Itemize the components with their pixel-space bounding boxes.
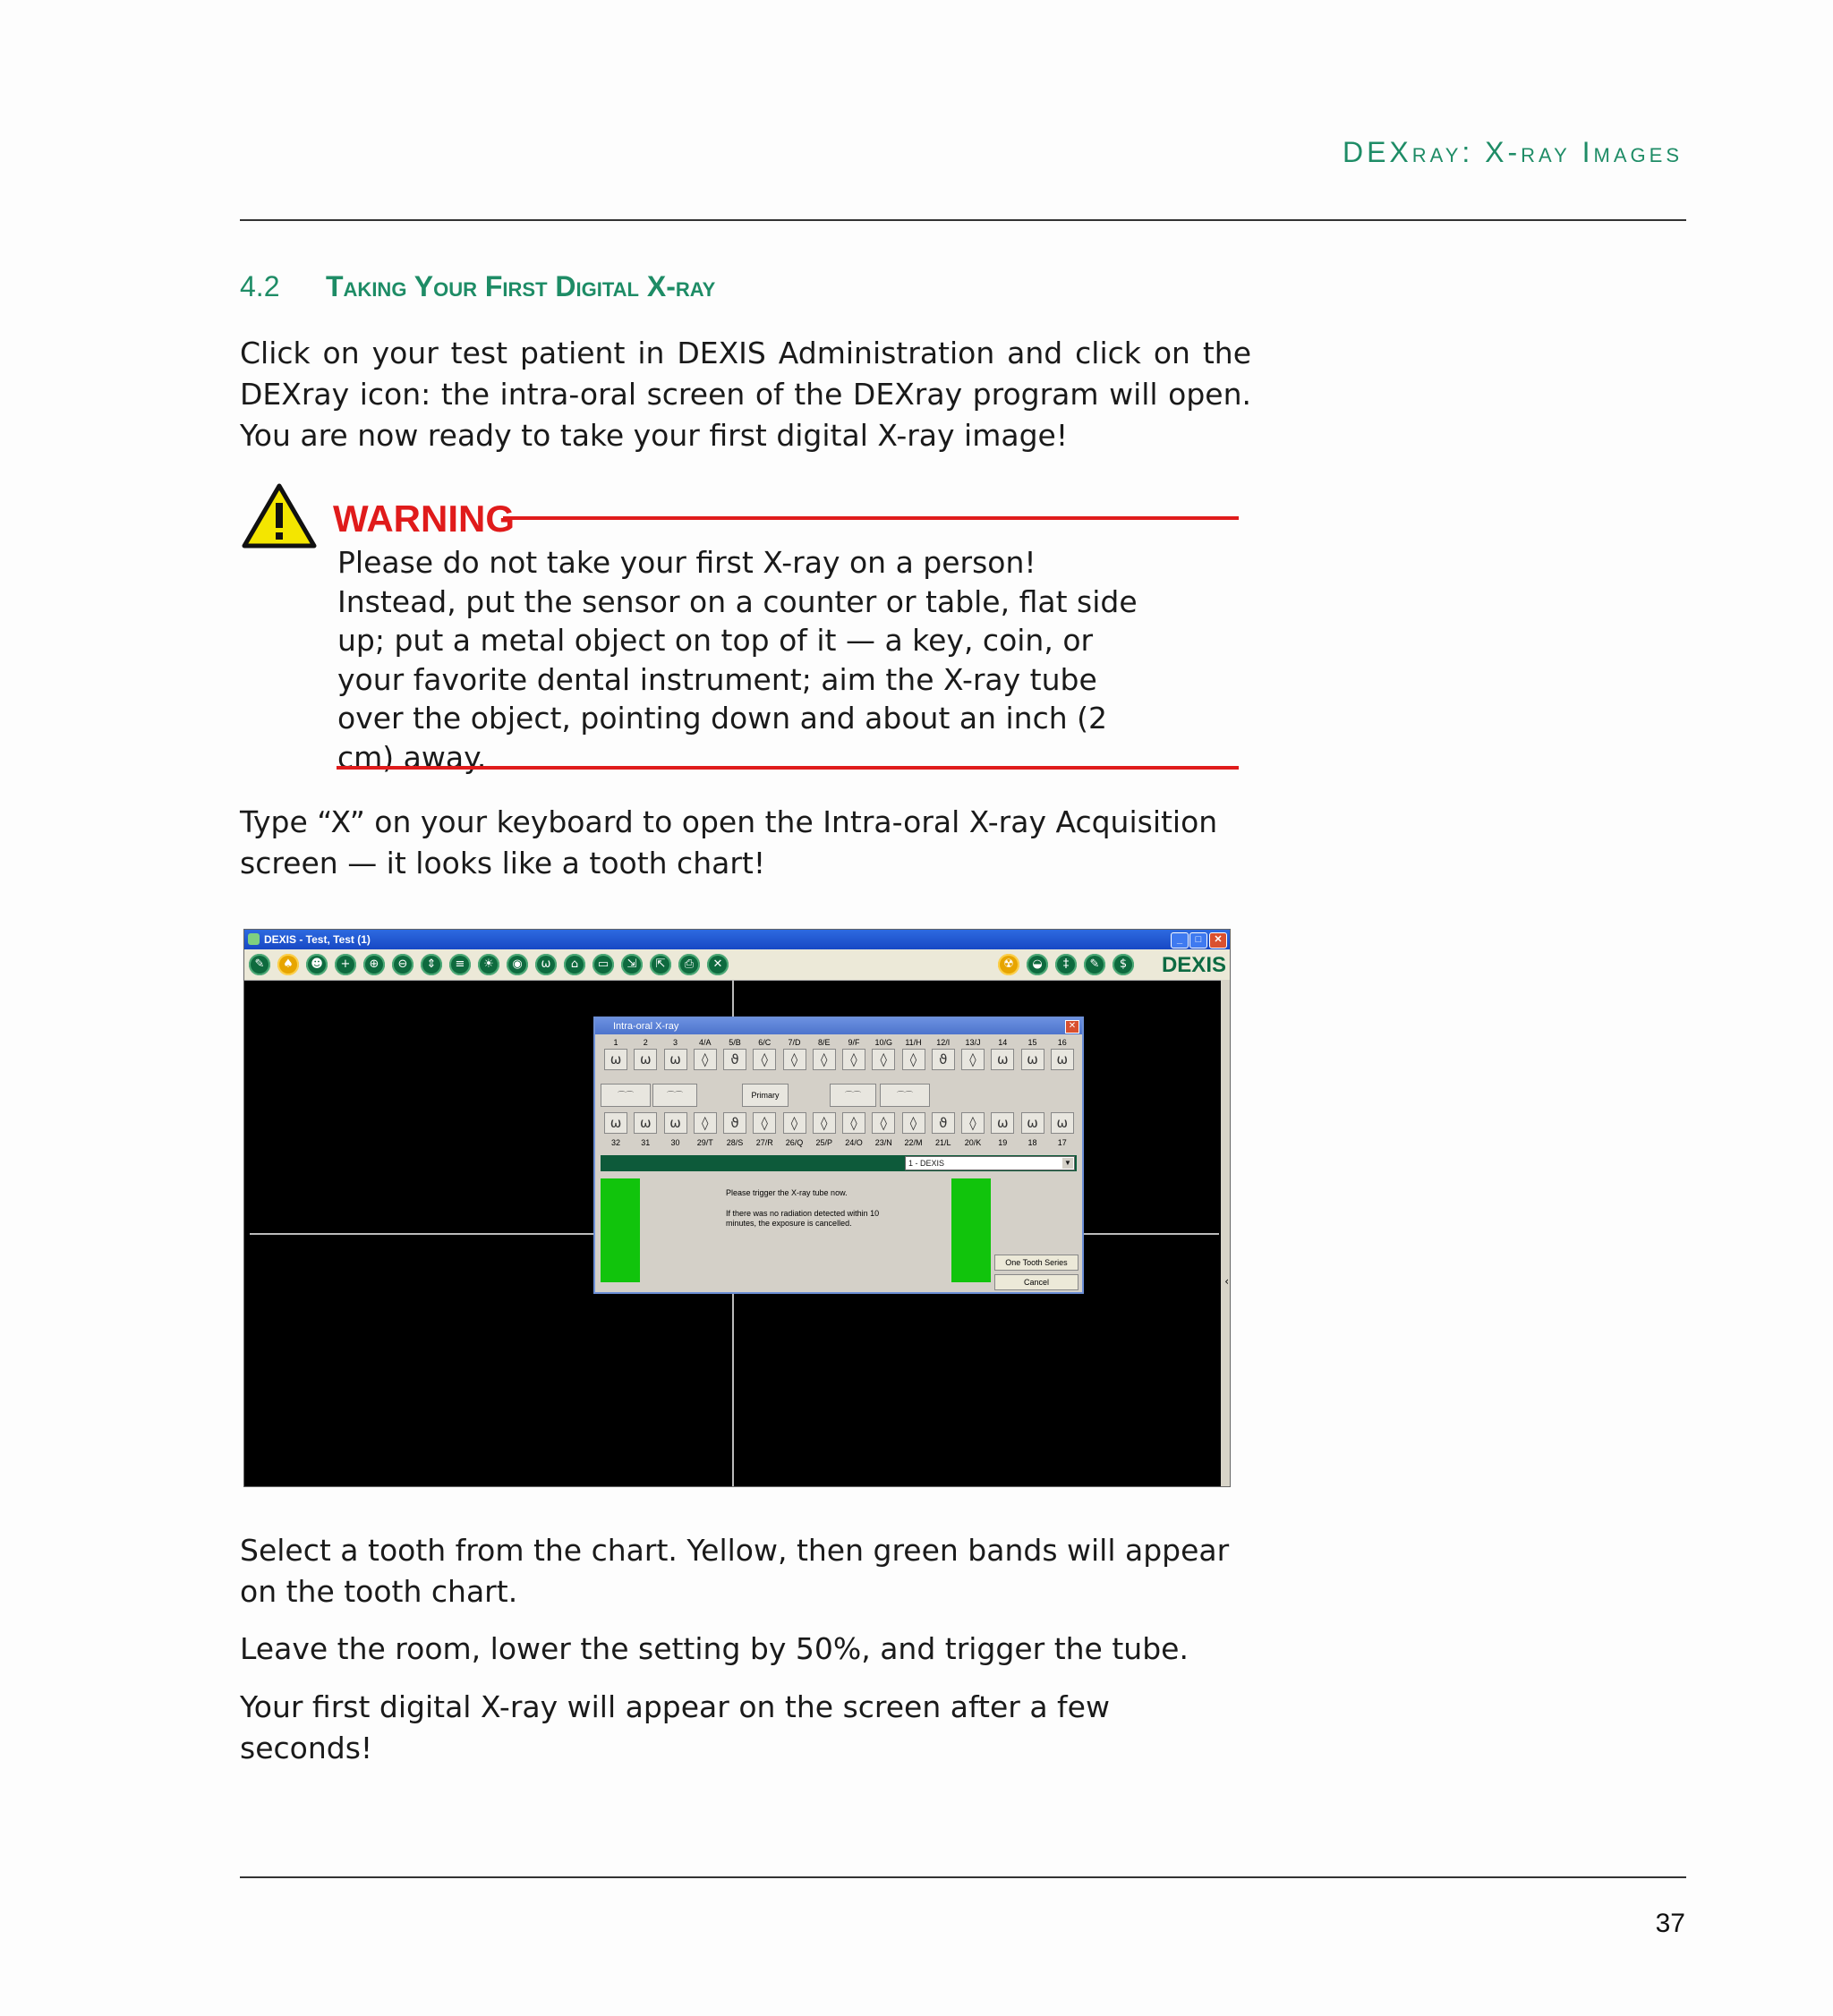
upper-number-5: 6/C	[758, 1038, 772, 1047]
sensor-icon[interactable]: ◒	[1027, 954, 1048, 975]
lower-tooth-icon[interactable]: ◊	[813, 1112, 836, 1134]
upper-number-13: 14	[998, 1038, 1008, 1047]
primary-molars-left-lower[interactable]: ⌒⌒	[652, 1084, 697, 1107]
chevron-down-icon: ▼	[1062, 1158, 1073, 1169]
upper-tooth-icon[interactable]: ◊	[842, 1049, 865, 1070]
warning-text: Please do not take your first X-ray on a person! Instead, put the sensor on a counter or table, flat side up; put a metal object on top of it — a key, coin, or your favorite dental instrument; aim the X-ray tube over the object, pointing down and about an inch (2 cm) away.	[337, 545, 1138, 775]
upper-number-11: 12/I	[936, 1038, 951, 1047]
lower-tooth-row	[601, 1112, 1077, 1136]
dexis-logo: DEXIS	[1161, 953, 1226, 977]
dexis-screenshot	[243, 929, 1231, 1487]
close-button[interactable]: ✕	[1209, 932, 1227, 948]
leave-room-paragraph: Leave the room, lower the setting by 50%, and trigger the tube.	[240, 1631, 1189, 1666]
pen-icon[interactable]: ✎	[249, 954, 270, 975]
lower-number-3: 29/T	[696, 1138, 713, 1147]
header-rule	[240, 219, 1686, 221]
warning-label: WARNING	[333, 498, 515, 540]
warning-rule-top	[503, 516, 1239, 520]
upper-tooth-icon[interactable]: ω	[664, 1049, 687, 1070]
upper-number-6: 7/D	[788, 1038, 801, 1047]
upper-tooth-icon[interactable]: ω	[991, 1049, 1014, 1070]
upper-number-0: 1	[613, 1038, 618, 1047]
lower-tooth-icon[interactable]: ω	[1051, 1112, 1074, 1134]
intra-oral-dialog	[593, 1017, 1084, 1294]
type-x-paragraph: Type “X” on your keyboard to open the Intra-oral X-ray Acquisition screen — it looks like a tooth chart!	[240, 804, 1218, 880]
upper-tooth-icon[interactable]: ◊	[813, 1049, 836, 1070]
upper-tooth-icon[interactable]: ϑ	[723, 1049, 746, 1070]
billing-icon[interactable]: $	[1113, 954, 1134, 975]
upper-tooth-icon[interactable]: ω	[1051, 1049, 1074, 1070]
lower-tooth-icon[interactable]: ◊	[902, 1112, 925, 1134]
lower-number-12: 20/K	[964, 1138, 982, 1147]
lower-number-11: 21/L	[934, 1138, 951, 1147]
add-icon[interactable]: +	[335, 954, 356, 975]
upper-tooth-icon[interactable]: ◊	[694, 1049, 717, 1070]
lower-tooth-icon[interactable]: ω	[634, 1112, 657, 1134]
view-icon[interactable]: ◉	[507, 954, 528, 975]
upper-tooth-row	[601, 1049, 1077, 1072]
print-icon[interactable]: ⎙	[678, 954, 700, 975]
primary-molars-left-upper[interactable]: ⌒⌒	[601, 1084, 651, 1107]
tooth-icon[interactable]: ♠	[277, 954, 299, 975]
lower-number-15: 17	[1057, 1138, 1067, 1147]
upper-tooth-icon[interactable]: ◊	[872, 1049, 895, 1070]
window-titlebar	[244, 930, 1230, 949]
upper-number-4: 5/B	[729, 1038, 741, 1047]
lower-number-4: 28/S	[726, 1138, 744, 1147]
upper-tooth-icon[interactable]: ϑ	[932, 1049, 955, 1070]
lower-number-14: 18	[1027, 1138, 1037, 1147]
lower-number-7: 25/P	[815, 1138, 832, 1147]
window-title: DEXIS - Test, Test (1)	[264, 933, 371, 946]
lower-tooth-icon[interactable]: ◊	[753, 1112, 776, 1134]
export-icon[interactable]: ⇱	[650, 954, 671, 975]
trigger-message-line2: If there was no radiation detected within 10 minutes, the exposure is cancelled.	[726, 1208, 880, 1228]
select-tooth-paragraph: Select a tooth from the chart. Yellow, then green bands will appear on the tooth chart.	[240, 1533, 1230, 1609]
sensor-select-bar	[601, 1155, 1077, 1171]
notes-icon[interactable]: ≡	[449, 954, 471, 975]
primary-teeth-row	[601, 1084, 1077, 1107]
open-folder-icon[interactable]: ▭	[593, 954, 614, 975]
section-title: Taking Your First Digital X-ray	[326, 270, 716, 302]
result-paragraph: Your first digital X-ray will appear on the screen after a few seconds!	[240, 1689, 1110, 1765]
lower-tooth-icon[interactable]: ◊	[694, 1112, 717, 1134]
lower-number-10: 22/M	[904, 1138, 923, 1147]
primary-molars-right-lower[interactable]: ⌒⌒	[880, 1084, 930, 1107]
lower-tooth-icon[interactable]: ◊	[872, 1112, 895, 1134]
upper-tooth-icon[interactable]: ω	[1021, 1049, 1044, 1070]
upper-tooth-icon[interactable]: ◊	[783, 1049, 806, 1070]
lower-number-1: 31	[641, 1138, 651, 1147]
lower-tooth-icon[interactable]: ω	[991, 1112, 1014, 1134]
upper-tooth-icon[interactable]: ω	[604, 1049, 627, 1070]
page-number: 37	[1655, 1909, 1685, 1938]
dialog-close-button[interactable]: ✕	[1065, 1020, 1079, 1034]
lower-tooth-icon[interactable]: ω	[664, 1112, 687, 1134]
maximize-button[interactable]: □	[1189, 932, 1207, 948]
trigger-message	[726, 1188, 887, 1239]
primary-molars-right-upper[interactable]: ⌒⌒	[830, 1084, 876, 1107]
upper-number-2: 3	[672, 1038, 678, 1047]
lower-tooth-icon[interactable]: ◊	[961, 1112, 985, 1134]
section-heading	[240, 270, 715, 303]
measure-icon[interactable]: ⇕	[421, 954, 442, 975]
intro-paragraph: Click on your test patient in DEXIS Administration and click on the DEXray icon: the intra-oral screen of the DEXray program will open. You are now ready to take your first digital X-ray image!	[240, 336, 1251, 453]
teeth-icon[interactable]: ω	[535, 954, 557, 975]
lower-tooth-icon[interactable]: ϑ	[723, 1112, 746, 1134]
section-number: 4.2	[240, 270, 280, 302]
warning-rule-bottom	[337, 766, 1239, 770]
lower-number-0: 32	[610, 1138, 620, 1147]
zoom-out-icon[interactable]: ⊖	[392, 954, 413, 975]
upper-number-15: 16	[1057, 1038, 1067, 1047]
chevron-left-icon: ‹	[1224, 1275, 1229, 1288]
upper-tooth-icon[interactable]: ◊	[902, 1049, 925, 1070]
status-band-right	[951, 1178, 991, 1282]
trigger-message-line1: Please trigger the X-ray tube now.	[726, 1188, 848, 1197]
one-tooth-series-button[interactable]: One Tooth Series	[994, 1255, 1078, 1271]
lower-tooth-icon[interactable]: ϑ	[932, 1112, 955, 1134]
cancel-button[interactable]: Cancel	[994, 1274, 1078, 1290]
lower-number-6: 26/Q	[785, 1138, 804, 1147]
side-panel-handle[interactable]	[1221, 980, 1230, 1486]
running-header: DEXray: X-ray Images	[1342, 136, 1683, 168]
upper-tooth-icon[interactable]: ω	[634, 1049, 657, 1070]
primary-toggle-button[interactable]: Primary	[742, 1084, 789, 1107]
app-icon	[248, 933, 260, 945]
upper-number-14: 15	[1027, 1038, 1037, 1047]
upper-number-8: 9/F	[848, 1038, 860, 1047]
implant-icon[interactable]: ‡	[1055, 954, 1077, 975]
warning-triangle-icon	[242, 483, 317, 549]
footer-rule	[240, 1876, 1686, 1878]
lower-tooth-icon[interactable]: ω	[1021, 1112, 1044, 1134]
lower-number-9: 23/N	[874, 1138, 892, 1147]
lower-number-2: 30	[670, 1138, 680, 1147]
lower-tooth-icon[interactable]: ω	[604, 1112, 627, 1134]
dialog-title: Intra-oral X-ray	[613, 1021, 679, 1032]
lower-tooth-icon[interactable]: ◊	[783, 1112, 806, 1134]
toolbar	[244, 949, 1230, 981]
upper-tooth-icon[interactable]: ◊	[753, 1049, 776, 1070]
edit-icon[interactable]: ✎	[1084, 954, 1105, 975]
lower-number-13: 19	[998, 1138, 1008, 1147]
lower-number-5: 27/R	[755, 1138, 773, 1147]
brightness-icon[interactable]: ☀	[478, 954, 499, 975]
exit-icon[interactable]: ✕	[707, 954, 729, 975]
zoom-in-icon[interactable]: ⊕	[363, 954, 385, 975]
upper-number-7: 8/E	[817, 1038, 831, 1047]
radiation-icon[interactable]: ☢	[998, 954, 1019, 975]
upper-number-3: 4/A	[698, 1038, 712, 1047]
upper-tooth-icon[interactable]: ◊	[961, 1049, 985, 1070]
status-band-left	[601, 1178, 640, 1282]
upper-number-1: 2	[643, 1038, 648, 1047]
sensor-select[interactable]	[905, 1156, 1075, 1170]
dialog-titlebar	[595, 1018, 1082, 1034]
lower-number-8: 24/O	[845, 1138, 863, 1147]
sensor-select-value: 1 - DEXIS	[908, 1159, 945, 1168]
import-icon[interactable]: ⇲	[621, 954, 643, 975]
home-icon[interactable]: ⌂	[564, 954, 585, 975]
upper-number-10: 11/H	[905, 1038, 922, 1047]
patient-icon[interactable]: ☻	[306, 954, 328, 975]
lower-tooth-icon[interactable]: ◊	[842, 1112, 865, 1134]
upper-number-12: 13/J	[965, 1038, 981, 1047]
minimize-button[interactable]: _	[1171, 932, 1189, 948]
upper-number-9: 10/G	[874, 1038, 892, 1047]
